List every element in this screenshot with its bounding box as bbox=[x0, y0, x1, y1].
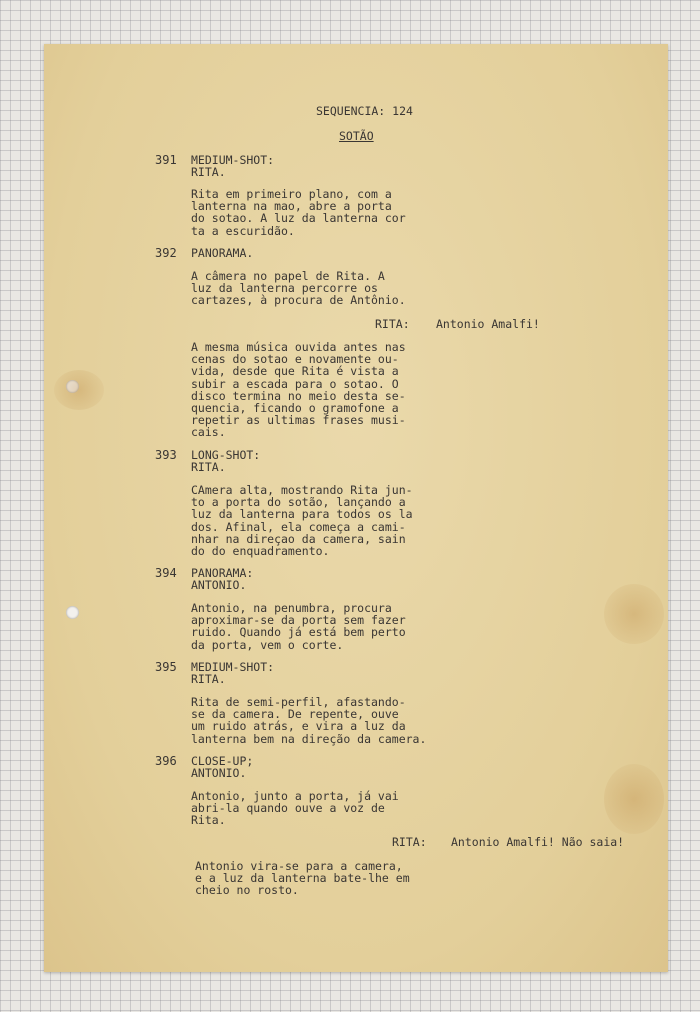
dialogue-character: RITA: bbox=[392, 835, 427, 849]
dialogue-line: Antonio Amalfi! bbox=[436, 317, 540, 331]
shot-description: Rita em primeiro plano, com a lanterna na mao, abre a porta do sotao. A luz da lanterna cor ta a escuridão. bbox=[191, 187, 406, 238]
location-heading: SOTÃO bbox=[339, 129, 374, 143]
shot-number: 393 bbox=[155, 448, 177, 462]
shot-number: 392 bbox=[155, 246, 177, 260]
shot-type: PANORAMA: bbox=[191, 566, 254, 580]
shot-number: 391 bbox=[155, 153, 177, 167]
shot-type: MEDIUM-SHOT: bbox=[191, 660, 275, 674]
paper-stain bbox=[604, 764, 664, 834]
shot-subject: ANTONIO. bbox=[191, 766, 247, 780]
paper-stain bbox=[54, 370, 104, 410]
shot-description: Antonio, na penumbra, procura aproximar-se da porta sem fazer ruido. Quando já está bem perto da porta, vem o corte. bbox=[191, 601, 406, 652]
shot-description: A câmera no papel de Rita. A luz da lanterna percorre os cartazes, à procura de Antônio. bbox=[191, 269, 406, 308]
dialogue-line: Antonio Amalfi! Não saia! bbox=[451, 835, 625, 849]
shot-number: 395 bbox=[155, 660, 177, 674]
sequence-heading: SEQUENCIA: 124 bbox=[316, 104, 413, 118]
final-action-note: Antonio vira-se para a camera, e a luz da lanterna bate-lhe em cheio no rosto. bbox=[195, 859, 410, 898]
shot-subject: RITA. bbox=[191, 672, 226, 686]
shot-subject: ANTONIO. bbox=[191, 578, 247, 592]
shot-type: PANORAMA. bbox=[191, 246, 254, 260]
shot-subject: RITA. bbox=[191, 165, 226, 179]
shot-number: 396 bbox=[155, 754, 177, 768]
script-page bbox=[44, 44, 668, 972]
shot-type: CLOSE-UP; bbox=[191, 754, 254, 768]
punch-hole-bottom bbox=[66, 606, 79, 619]
shot-description: Rita de semi-perfil, afastando- se da camera. De repente, ouve um ruido atrás, e vira a luz da lanterna bem na direção da camera. bbox=[191, 695, 427, 746]
paper-stain bbox=[604, 584, 664, 644]
music-note: A mesma música ouvida antes nas cenas do sotao e novamente ou- vida, desde que Rita é vista a subir a escada para o sotao. O disco termina no meio desta se- quencia, ficando o gramofone a repetir as ultimas frases musi- cais. bbox=[191, 340, 406, 440]
shot-description: CAmera alta, mostrando Rita jun- to a porta do sotão, lançando a luz da lanterna para todos os la dos. Afinal, ela começa a cami- nhar na direçao da camera, sain do do enquadramento. bbox=[191, 483, 413, 559]
shot-number: 394 bbox=[155, 566, 177, 580]
shot-subject: RITA. bbox=[191, 460, 226, 474]
shot-type: LONG-SHOT: bbox=[191, 448, 261, 462]
shot-type: MEDIUM-SHOT: bbox=[191, 153, 275, 167]
dialogue-character: RITA: bbox=[375, 317, 410, 331]
shot-description: Antonio, junto a porta, já vai abri-la quando ouve a voz de Rita. bbox=[191, 789, 399, 828]
